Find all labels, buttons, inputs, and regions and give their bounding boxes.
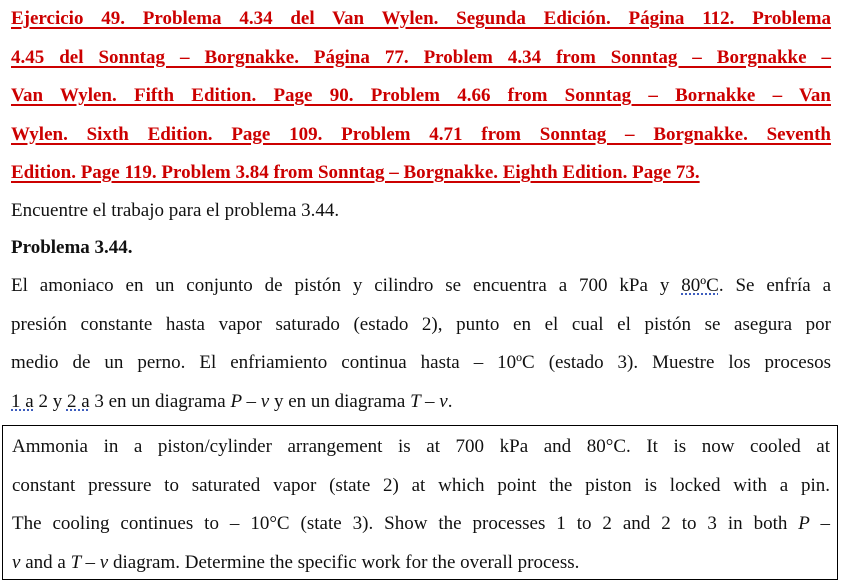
text-run: . <box>447 390 453 412</box>
spanish-statement <box>11 267 831 421</box>
text-run: y en un diagrama <box>269 390 411 412</box>
temperature-value: 80ºC <box>681 275 719 296</box>
statement-line: Ammonia in a piston/cylinder arrangement is at 700 kPa and 80°C. It is now cooled at <box>12 436 830 457</box>
problem-subtitle: Problema 3.44. <box>11 237 133 258</box>
statement-line <box>11 267 831 306</box>
text-run: . Se enfría a <box>718 275 832 296</box>
tv-diagram-label: T – v <box>70 551 109 573</box>
pv-diagram-label: P – v <box>230 390 270 412</box>
tv-diagram-label: T – v <box>410 390 448 412</box>
text-run: El amoniaco en un conjunto de pistón y cilindro se encuentra a 700 kPa y <box>11 275 682 296</box>
intro-text: Encuentre el trabajo para el problema 3.44. <box>11 200 340 221</box>
process-label: 2 a <box>66 390 90 412</box>
heading-line: Van Wylen. Fifth Edition. Page 90. Problem 4.66 from Sonntag – Bornakke – Van <box>11 85 831 106</box>
heading-line: 4.45 del Sonntag – Borgnakke. Página 77. Problem 4.34 from Sonntag – Borgnakke – <box>11 46 831 68</box>
statement-line <box>11 383 831 422</box>
text-run: and a <box>20 551 71 573</box>
text-run: 3 en un diagrama <box>89 390 231 412</box>
variable-v: v <box>12 551 21 573</box>
statement-line: presión constante hasta vapor saturado (estado 2), punto en el cual el pistón se asegura por <box>11 313 831 335</box>
text-run: diagram. Determine the specific work for the overall process. <box>108 551 580 573</box>
heading-line: Edition. Page 119. Problem 3.84 from Sonntag – Borgnakke. Eighth Edition. Page 73. <box>11 162 700 183</box>
pv-diagram-label: P – <box>798 513 831 534</box>
statement-line <box>12 505 830 544</box>
statement-line: constant pressure to saturated vapor (state 2) at which point the piston is locked with a pin. <box>12 474 830 496</box>
process-label: 1 a <box>11 390 34 412</box>
text-run: The cooling continues to – 10°C (state 3). Show the processes 1 to 2 and 2 to 3 in both <box>12 513 799 534</box>
english-statement-box <box>2 425 838 580</box>
heading-line: Wylen. Sixth Edition. Page 109. Problem 4.71 from Sonntag – Borgnakke. Seventh <box>11 123 831 145</box>
statement-line: medio de un perno. El enfriamiento continua hasta – 10ºC (estado 3). Muestre los procesos <box>11 352 831 373</box>
heading-line: Ejercicio 49. Problema 4.34 del Van Wylen. Segunda Edición. Página 112. Problema <box>11 8 831 29</box>
statement-line <box>12 544 830 583</box>
exercise-heading <box>11 0 831 193</box>
english-statement <box>12 428 830 582</box>
text-run: 2 y <box>33 390 67 412</box>
